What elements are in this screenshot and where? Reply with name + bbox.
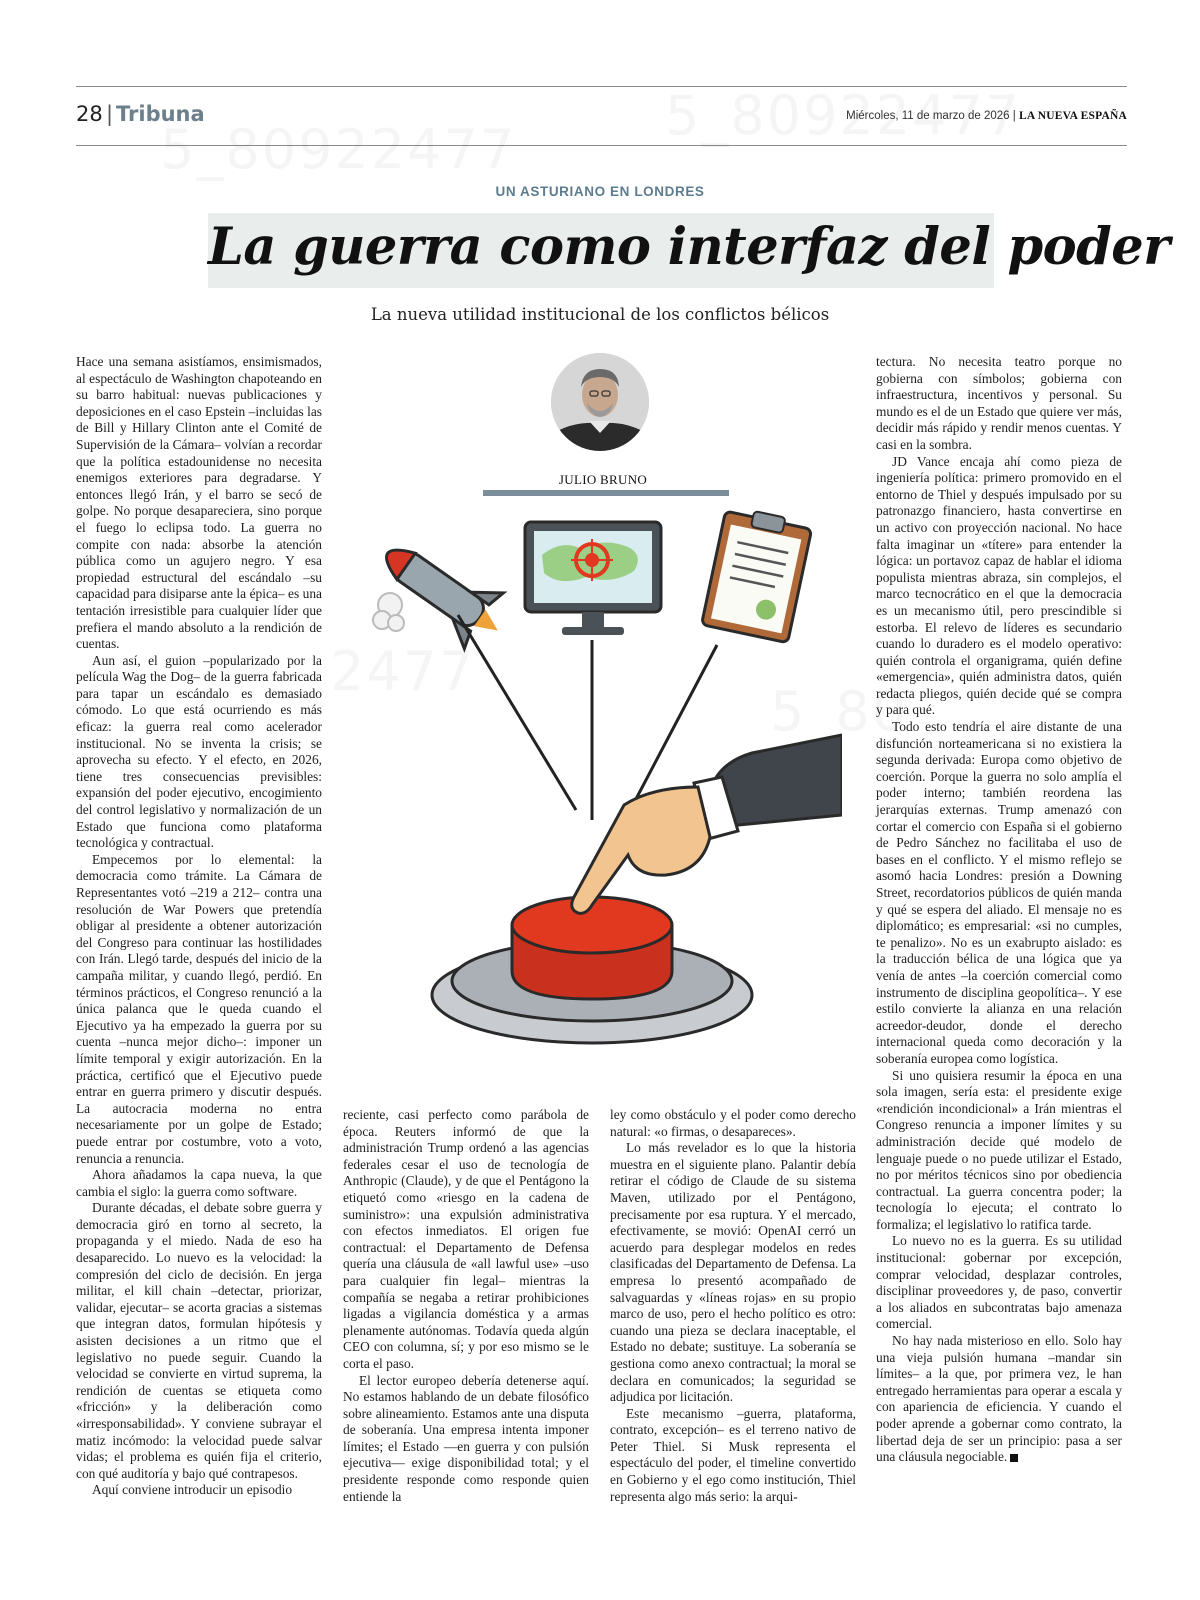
illustration — [372, 505, 842, 1070]
paragraph: Durante décadas, el debate sobre guerra y democracia giró en torno al secreto, la propaganda y el miedo. Nada de eso ha desaparecido. Lo nuevo es la velocidad: la compresión del ciclo de decisión. En jerga militar, el kill chain –detectar, priorizar, validar, ejecutar– se acorta gracias a sistemas que integran datos, formulan hipótesis y asisten decisiones a un ritmo que el legislativo no puede seguir. Cuando la velocidad se convierte en virtud suprema, la rendición de cuentas se etiqueta como «fricción» y la deliberación como «irresponsabilidad». Y conviene subrayar el matiz incómodo: la velocidad puede salvar vidas; el problema es quién fija el criterio, con qué auditoría y bajo qué contrapesos. — [76, 1200, 322, 1481]
paragraph: Aun así, el guion –popularizado por la película Wag the Dog– de la guerra fabricada para tapar un escándalo es demasiado cómodo. Lo que está ocurriendo es más eficaz: la guerra real como acelerador institucional. No se inventa la crisis; se aprovecha su efecto. Y el efecto, en 2026, tiene tres consecuencias previsibles: expansión del poder ejecutivo, encogimiento del control legislativo y normalización de un Estado que funciona como plataforma tecnológica y contractual. — [76, 652, 322, 851]
page-number: 28 — [76, 102, 103, 126]
rocket-icon — [372, 526, 517, 659]
column-1 — [76, 354, 322, 1499]
paragraph: Si uno quisiera resumir la época en una sola imagen, sería esta: el presidente exige «rendición incondicional» a Irán mientras el Congreso renuncia a imponer límites y su administración decide qué modelo de lenguaje puede o no puede utilizar el Estado, no por méritos técnicos sino por obediencia contractual. La guerra concentra poder; la tecnología lo ejecuta; el contrato lo formaliza; el legislativo lo ratifica tarde. — [876, 1067, 1122, 1232]
newspaper-name: LA NUEVA ESPAÑA — [1018, 110, 1127, 122]
article-kicker: UN ASTURIANO EN LONDRES — [495, 184, 705, 199]
end-mark-icon — [1010, 1454, 1018, 1462]
publication-date: Miércoles, 11 de marzo de 2026 — [846, 110, 1010, 122]
paragraph: Este mecanismo –guerra, plataforma, contrato, excepción– es el terreno nativo de Peter Thiel. Si Musk representa el espectáculo del poder, el timeline convertido en Gobierno y el ego como institución, Thiel representa algo más serio: la arqui- — [610, 1405, 856, 1504]
paragraph: Empecemos por lo elemental: la democracia como trámite. La Cámara de Representantes votó –219 a 212– contra una resolución de War Powers que pretendía obligar al presidente a obtener autorización del Congreso para continuar las hostilidades con Irán. Llegó tarde, después del inicio de la campaña militar, y cuando llegó, perdió. En términos prácticos, el Congreso renunció a la única palanca que le queda cuando el Ejecutivo ya ha empezado la guerra por su cuenta –nunca mejor dicho–: imponer un límite temporal y exigir autorización. En la práctica, certificó que el Ejecutivo puede entrar en guerra primero y discutir después. La autocracia moderna no entra necesariamente por un golpe de Estado; puede entrar por costumbre, voto a voto, renuncia a renuncia. — [76, 851, 322, 1166]
paragraph: Ahora añadamos la capa nueva, la que cambia el siglo: la guerra como software. — [76, 1167, 322, 1199]
author-name: JULIO BRUNO — [558, 472, 648, 487]
column-2 — [343, 1107, 589, 1505]
paragraph: Lo más revelador es lo que la historia muestra en el siguiente plano. Palantir debía retirar el código de Claude de su sistema Maven, utilizado por el Pentágono, precisamente por esa ruptura. Y el mercado, efectivamente, se movió: OpenAI cerró un acuerdo para desplegar modelos en redes clasificadas del Departamento de Defensa. La empresa lo presentó acompañado de salvaguardas y «líneas rojas» en su propio marco de uso, pero el hecho político es otro: cuando una pieza se declara inaceptable, el Estado no debate; sustituye. La soberanía se gestiona como anexo contractual; la moral se declara en comunicados; la seguridad se adjudica por licitación. — [610, 1140, 856, 1405]
dateline-separator: | — [1009, 110, 1019, 122]
paragraph: reciente, casi perfecto como parábola de época. Reuters informó de que la administración Trump ordenó a las agencias federales cesar el uso de tecnología de Anthropic (Claude), y de que el Pentágono la etiquetó como «riesgo en la cadena de suministro»: una expulsión administrativa con efectos inmediatos. El origen fue contractual: el Departamento de Defensa quería una cláusula de «all lawful use» –uso para cualquier fin legal– mientras la compañía se negaba a retirar prohibiciones ligadas a vigilancia doméstica y a armas plenamente autónomas. Todavía queda algún CEO con columna, sí; y por eso mismo se le corta el paso. — [343, 1107, 589, 1371]
paragraph — [876, 1333, 1122, 1466]
column-3 — [610, 1107, 856, 1505]
paragraph: ley como obstáculo y el poder como derecho natural: «o firmas, o desapareces». — [610, 1107, 856, 1139]
paragraph: tectura. No necesita teatro porque no gobierna con símbolos; gobierna con infraestructura, incentivos y personal. Su mundo es el de un Estado que quiere ver más, decidir más rápido y rendir menos cuentas. Y casi en la sombra. — [876, 354, 1122, 452]
author-portrait-icon — [551, 353, 649, 451]
paragraph: Aquí conviene introducir un episodio — [92, 1482, 293, 1498]
article-headline: La guerra como interfaz del poder — [208, 217, 1170, 277]
watermark-text — [665, 84, 1021, 147]
monitor-target-icon — [525, 522, 661, 635]
article-subtitle: La nueva utilidad institucional de los conflictos bélicos — [370, 305, 830, 324]
paragraph: Todo esto tendría el aire distante de una disfunción norteamericana si no existiera la segunda derivada: Europa como objetivo de coerción. Porque la guerra no solo amplía el poder interno; también reordena las jerarquías externas. Trump amenazó con cortar el comercio con España si el gobierno de Pedro Sánchez no facilitaba el uso de bases en el conflicto. Y el mismo reflejo se asomó hacia Londres: presión a Downing Street, recordatorios públicos de quién manda y qué se espera del aliado. El mensaje no es diplomático; es empresarial: «si no cumples, te penalizo». No es un exabrupto aislado: es la traducción bélica de una lógica que ya venía de antes –la coerción comercial como instrumento de disciplina geopolítica–. Y ese estilo convierte la alianza en una relación acreedor-deudor, donde el derecho internacional queda como decoración y la soberanía europea como logística. — [876, 719, 1122, 1066]
hand-pressing-button-icon — [432, 735, 842, 1043]
paragraph-text: No hay nada misterioso en ello. Solo hay una vieja pulsión humana –mandar sin límites– a la que, por primera vez, le han entregado herramientas para operar a escala y con apariencia de eficiencia. Y cuando el poder aprende a gobernar como contrato, la libertad deja de ser un principio: pasa a ser una cláusula negociable. — [876, 1333, 1122, 1465]
header-separator: | — [106, 102, 114, 126]
paragraph: Hace una semana asistíamos, ensimismados, al espectáculo de Washington chapoteando en su barro habitual: nuevas publicaciones y deposiciones en el caso Epstein –incluidas las de Bill y Hillary Clinton ante el Comité de Supervisión de la Cámara– volvían a recordar que la política estadounidense no necesita enemigos exteriores para degradarse. Y entonces llegó Irán, y el barro se secó de golpe. No porque desapareciera, sino porque el fuego lo eclipsa todo. La guerra no compite con nada: absorbe la atención pública como un agujero negro. Y esa propiedad estructural del escándalo –su capacidad para disiparse ante la épica– es una tentación irresistible para cualquier líder que prefiera el mando absoluto a la rendición de cuentas. — [76, 354, 322, 652]
paragraph: El lector europeo debería detenerse aquí. No estamos hablando de un debate filosófico sobre alineamiento. Estamos ante una disputa de soberanía. Una empresa intenta imponer límites; el Estado —en guerra y con pulsión ejecutiva— exige disponibilidad total; y el presidente responde como responde quien entiende la — [343, 1372, 589, 1504]
watermark-text — [160, 118, 516, 181]
clipboard-icon — [701, 505, 812, 643]
column-4 — [876, 354, 1122, 1466]
author-photo — [551, 353, 649, 451]
paragraph: JD Vance encaja ahí como pieza de ingeniería política: primero promovido en el entorno de Thiel y después impulsado por su patronazgo financiero, hasta convertirse en un activo con proyección nacional. No hace falta imaginar un «títere» para entender la lógica: un portavoz capaz de hablar el idioma populista mientras abraza, sin complejos, el marco tecnocrático en el que la democracia es un mecanismo útil, pero prescindible si estorba. El relevo de líderes es secundario cuando lo duradero es el modelo operativo: quién controla el organigrama, quién define «emergencia», quién administra datos, quién redacta pliegos, quién decide qué se compra y para qué. — [876, 453, 1122, 718]
section-name: Tribuna — [116, 102, 205, 126]
paragraph: Lo nuevo no es la guerra. Es su utilidad institucional: gobernar por excepción, comprar velocidad, desplazar controles, disciplinar proveedores y, de paso, convertir a los aliados en subcontratas bajo amenaza comercial. — [876, 1233, 1122, 1332]
author-underline — [483, 490, 729, 496]
headline-box — [208, 213, 1170, 288]
